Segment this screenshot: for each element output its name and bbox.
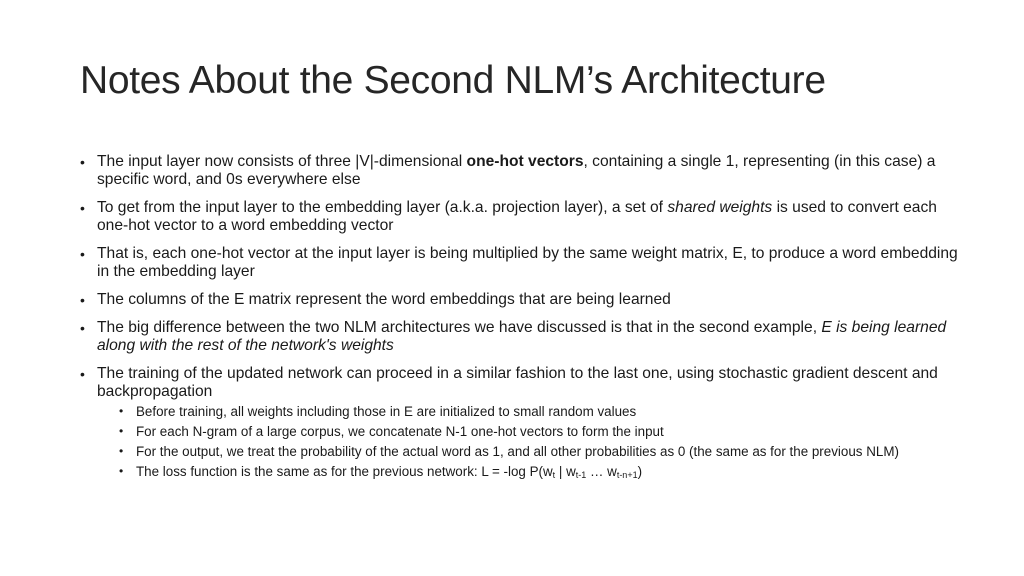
loss-formula-text: … w: [586, 464, 617, 479]
bullet-item: [80, 319, 960, 355]
loss-formula-text: | w: [555, 464, 576, 479]
bullet-text: The input layer now consists of three |V|-dimensional: [97, 153, 467, 170]
bullet-icon: •: [80, 366, 85, 382]
sub-bullet-item: [97, 464, 960, 479]
slide-title: Notes About the Second NLM’s Architecture: [80, 59, 826, 102]
bullet-text: , containing a single 1, representing (in this case) a specific word, and 0s everywhere else: [97, 153, 936, 188]
sub-bullet-text: Before training, all weights including those in E are initialized to small random values: [136, 404, 637, 419]
sub-bullet-icon: •: [119, 464, 124, 478]
sub-bullet-item: [97, 424, 960, 439]
bullet-list: [80, 153, 960, 479]
loss-formula-text: The loss function is the same as for the previous network: L = -log P(w: [136, 464, 553, 479]
bullet-item: [80, 365, 960, 479]
bullet-text: That is, each one-hot vector at the input layer is being multiplied by the same weight matrix, E, to produce a word embedding in the embedding layer: [97, 245, 958, 280]
sub-bullet-item: [97, 444, 960, 459]
sub-bullet-item: [97, 404, 960, 419]
bullet-text: is used to convert each one-hot vector to a word embedding vector: [97, 199, 937, 234]
bullet-item: [80, 153, 960, 189]
sub-bullet-icon: •: [119, 424, 124, 438]
bullet-text: The training of the updated network can proceed in a similar fashion to the last one, using stochastic gradient descent and backpropagation: [97, 365, 938, 400]
sub-bullet-text: For the output, we treat the probability of the actual word as 1, and all other probabilities as 0 (the same as for the previous NLM): [136, 444, 899, 459]
sub-bullet-text: For each N-gram of a large corpus, we concatenate N-1 one-hot vectors to form the input: [136, 424, 664, 439]
bullet-text: The columns of the E matrix represent the word embeddings that are being learned: [97, 291, 671, 308]
bullet-icon: •: [80, 320, 85, 336]
bullet-icon: •: [80, 154, 85, 170]
subscript: t: [552, 470, 556, 480]
bullet-item: [80, 245, 960, 281]
slide-content: [80, 153, 960, 489]
loss-formula-text: ): [637, 464, 643, 479]
subscript: t-n+1: [616, 470, 638, 480]
bullet-item: [80, 199, 960, 235]
sub-bullet-list: [97, 404, 960, 479]
bullet-item: [80, 291, 960, 309]
bullet-text-bold: one-hot vectors: [466, 153, 584, 170]
sub-bullet-icon: •: [119, 404, 124, 418]
subscript: t-1: [575, 470, 587, 480]
bullet-text-italic: E is being learned along with the rest of the network's weights: [97, 319, 947, 354]
sub-bullet-icon: •: [119, 444, 124, 458]
bullet-icon: •: [80, 292, 85, 308]
bullet-icon: •: [80, 246, 85, 262]
bullet-text: The big difference between the two NLM architectures we have discussed is that in the second example,: [97, 319, 822, 336]
bullet-text: To get from the input layer to the embedding layer (a.k.a. projection layer), a set of: [97, 199, 668, 216]
bullet-text-italic: shared weights: [667, 199, 773, 216]
bullet-icon: •: [80, 200, 85, 216]
